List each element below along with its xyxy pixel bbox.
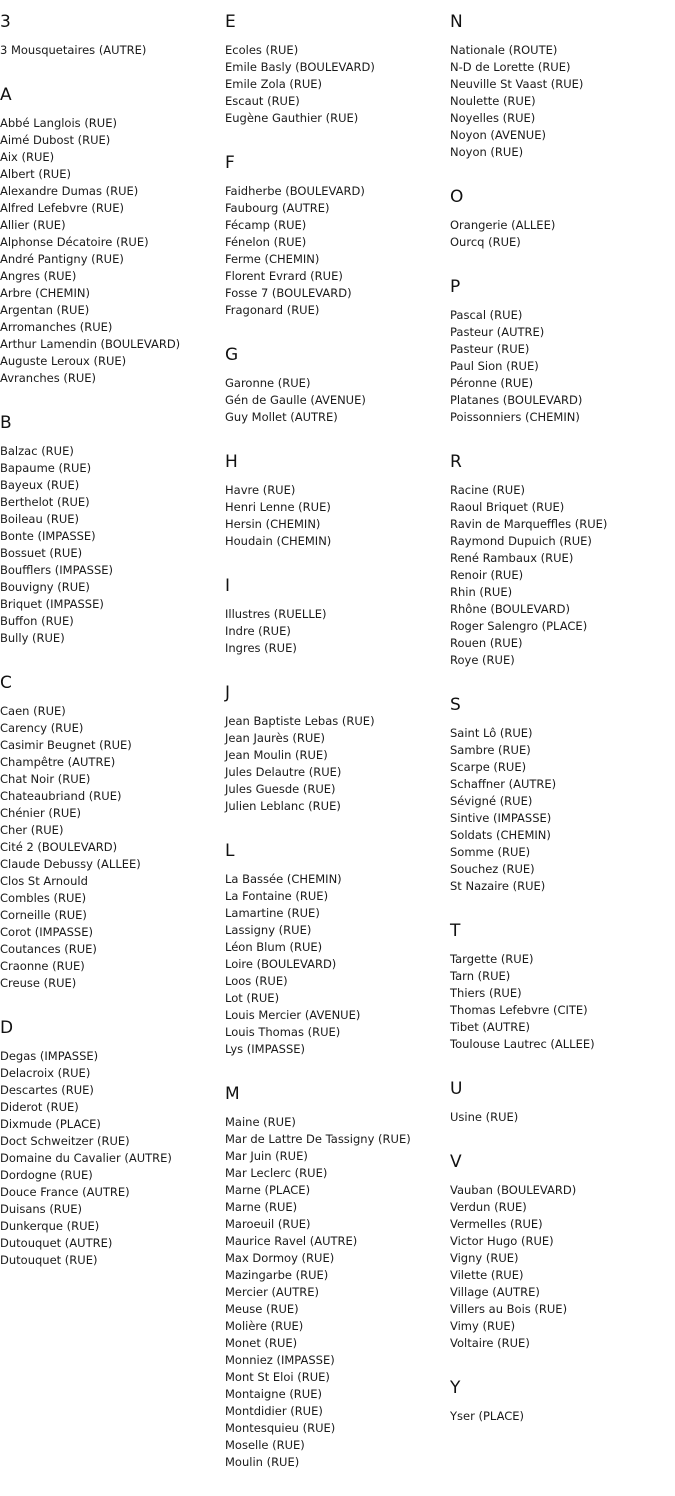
letter-section-3	[0, 11, 180, 59]
letter-section-j	[225, 682, 411, 815]
street-list	[225, 871, 411, 1058]
street-item: Montaigne (RUE)	[225, 1387, 322, 1401]
street-item: Aimé Dubost (RUE)	[0, 133, 111, 147]
street-item: Poissonniers (CHEMIN)	[450, 410, 580, 424]
letter-section-c	[0, 672, 180, 992]
street-item: Vimy (RUE)	[450, 1319, 516, 1333]
street-item: Racine (RUE)	[450, 483, 525, 497]
street-item: Thiers (RUE)	[450, 986, 522, 1000]
street-item: Arthur Lamendin (BOULEVARD)	[0, 337, 181, 351]
street-item: Voltaire (RUE)	[450, 1336, 530, 1350]
street-list	[0, 115, 180, 387]
street-item: Arromanches (RUE)	[0, 320, 113, 334]
street-item: Havre (RUE)	[225, 483, 296, 497]
street-item: Pascal (RUE)	[450, 308, 523, 322]
street-item: Alexandre Dumas (RUE)	[0, 184, 139, 198]
street-item: Schaffner (AUTRE)	[450, 777, 557, 791]
letter-heading: E	[225, 12, 236, 32]
street-item: Argentan (RUE)	[0, 303, 90, 317]
letter-section-t	[450, 920, 607, 1053]
street-item: Vilette (RUE)	[450, 1268, 524, 1282]
street-item: Cher (RUE)	[0, 823, 64, 837]
street-item: Péronne (RUE)	[450, 376, 534, 390]
street-item: Ingres (RUE)	[225, 641, 297, 655]
street-item: Alfred Lefebvre (RUE)	[0, 201, 124, 215]
street-list	[0, 703, 180, 992]
street-item: Claude Debussy (ALLEE)	[0, 857, 141, 871]
letter-section-i	[225, 575, 411, 657]
letter-section-r	[450, 451, 607, 669]
street-item: Combles (RUE)	[0, 891, 87, 905]
letter-section-y	[450, 1377, 607, 1425]
street-list	[450, 482, 607, 669]
letter-heading: O	[450, 187, 464, 207]
street-item: Bouvigny (RUE)	[0, 580, 90, 594]
letter-section-p	[450, 276, 607, 426]
letter-section-h	[225, 451, 411, 550]
street-item: Nationale (ROUTE)	[450, 43, 558, 57]
letter-heading: F	[225, 153, 235, 173]
street-list	[450, 42, 607, 161]
street-item: Villers au Bois (RUE)	[450, 1302, 568, 1316]
street-item: Marne (PLACE)	[225, 1183, 311, 1197]
street-column-2	[225, 11, 411, 1496]
letter-heading: D	[0, 1018, 14, 1038]
street-item: Moselle (RUE)	[225, 1438, 305, 1452]
letter-heading: S	[450, 695, 461, 715]
street-item: St Nazaire (RUE)	[450, 879, 546, 893]
letter-section-s	[450, 694, 607, 895]
street-item: Dutouquet (RUE)	[0, 1253, 98, 1267]
street-item: Bonte (IMPASSE)	[0, 529, 96, 543]
street-item: Champêtre (AUTRE)	[0, 755, 116, 769]
letter-heading: B	[0, 413, 12, 433]
street-item: Sintive (IMPASSE)	[450, 811, 552, 825]
street-item: Moulin (RUE)	[225, 1455, 300, 1469]
street-item: Victor Hugo (RUE)	[450, 1234, 554, 1248]
street-column-3	[450, 11, 607, 1450]
letter-section-v	[450, 1151, 607, 1352]
street-item: Sambre (RUE)	[450, 743, 531, 757]
street-item: Mar Juin (RUE)	[225, 1149, 308, 1163]
street-item: Garonne (RUE)	[225, 376, 311, 390]
street-item: Renoir (RUE)	[450, 568, 524, 582]
street-item: Chateaubriand (RUE)	[0, 789, 122, 803]
street-item: Briquet (IMPASSE)	[0, 597, 104, 611]
street-item: Rhin (RUE)	[450, 585, 513, 599]
street-item: Max Dormoy (RUE)	[225, 1251, 335, 1265]
street-item: Douce France (AUTRE)	[0, 1185, 130, 1199]
street-item: Montesquieu (RUE)	[225, 1421, 336, 1435]
street-item: Soldats (CHEMIN)	[450, 828, 551, 842]
street-list	[450, 217, 607, 251]
street-item: Rhône (BOULEVARD)	[450, 602, 570, 616]
street-item: Molière (RUE)	[225, 1319, 304, 1333]
street-list	[225, 1114, 411, 1471]
street-item: Boileau (RUE)	[0, 512, 80, 526]
street-item: Mercier (AUTRE)	[225, 1285, 319, 1299]
street-item: Fragonard (RUE)	[225, 303, 320, 317]
street-item: Dutouquet (AUTRE)	[0, 1236, 113, 1250]
street-item: Bossuet (RUE)	[0, 546, 83, 560]
letter-heading: L	[225, 841, 235, 861]
letter-section-l	[225, 840, 411, 1058]
street-item: Noyelles (RUE)	[450, 111, 536, 125]
street-item: Bayeux (RUE)	[0, 478, 80, 492]
street-item: Bully (RUE)	[0, 631, 65, 645]
street-list	[0, 42, 180, 59]
letter-section-g	[225, 344, 411, 426]
street-item: Faubourg (AUTRE)	[225, 201, 330, 215]
letter-section-f	[225, 152, 411, 319]
street-item: Angres (RUE)	[0, 269, 77, 283]
street-item: Aix (RUE)	[0, 150, 55, 164]
letter-heading: G	[225, 345, 239, 365]
street-item: Fénelon (RUE)	[225, 235, 307, 249]
street-item: Jean Baptiste Lebas (RUE)	[225, 714, 375, 728]
street-item: Florent Evrard (RUE)	[225, 269, 343, 283]
street-item: N-D de Lorette (RUE)	[450, 60, 571, 74]
street-item: Gén de Gaulle (AVENUE)	[225, 393, 366, 407]
street-item: Cité 2 (BOULEVARD)	[0, 840, 118, 854]
street-item: Jean Moulin (RUE)	[225, 748, 328, 762]
street-item: Chénier (RUE)	[0, 806, 81, 820]
street-item: Loire (BOULEVARD)	[225, 957, 337, 971]
street-item: Fécamp (RUE)	[225, 218, 307, 232]
street-item: Tibet (AUTRE)	[450, 1020, 530, 1034]
letter-heading: C	[0, 673, 12, 693]
letter-section-e	[225, 11, 411, 127]
street-item: 3 Mousquetaires (AUTRE)	[0, 43, 147, 57]
street-item: Maroeuil (RUE)	[225, 1217, 311, 1231]
street-item: Maurice Ravel (AUTRE)	[225, 1234, 358, 1248]
street-item: Pasteur (RUE)	[450, 342, 530, 356]
street-item: Marne (RUE)	[225, 1200, 298, 1214]
street-item: Ravin de Marqueffles (RUE)	[450, 517, 608, 531]
street-item: Carency (RUE)	[0, 721, 84, 735]
street-item: Monet (RUE)	[225, 1336, 298, 1350]
street-item: Descartes (RUE)	[0, 1083, 94, 1097]
street-list	[450, 1182, 607, 1352]
street-item: Duisans (RUE)	[0, 1202, 82, 1216]
street-item: Jean Jaurès (RUE)	[225, 731, 326, 745]
street-item: Chat Noir (RUE)	[0, 772, 91, 786]
street-item: Noulette (RUE)	[450, 94, 536, 108]
street-list	[0, 1048, 180, 1269]
street-item: Emile Basly (BOULEVARD)	[225, 60, 375, 74]
street-item: Loos (RUE)	[225, 974, 288, 988]
street-item: Noyon (RUE)	[450, 145, 524, 159]
street-item: Louis Thomas (RUE)	[225, 1025, 341, 1039]
street-item: Berthelot (RUE)	[0, 495, 90, 509]
letter-section-d	[0, 1017, 180, 1269]
street-item: Abbé Langlois (RUE)	[0, 116, 117, 130]
street-item: Village (AUTRE)	[450, 1285, 540, 1299]
street-item: Yser (PLACE)	[450, 1409, 525, 1423]
street-item: Alphonse Décatoire (RUE)	[0, 235, 149, 249]
street-list	[225, 482, 411, 550]
street-list	[450, 951, 607, 1053]
letter-heading: R	[450, 452, 462, 472]
street-item: Montdidier (RUE)	[225, 1404, 323, 1418]
street-item: Auguste Leroux (RUE)	[0, 354, 127, 368]
street-item: Dunkerque (RUE)	[0, 1219, 100, 1233]
street-item: Guy Mollet (AUTRE)	[225, 410, 338, 424]
letter-heading: N	[450, 12, 463, 32]
letter-section-n	[450, 11, 607, 161]
street-item: Monniez (IMPASSE)	[225, 1353, 335, 1367]
street-item: Diderot (RUE)	[0, 1100, 79, 1114]
street-item: Dordogne (RUE)	[0, 1168, 93, 1182]
street-item: Illustres (RUELLE)	[225, 607, 327, 621]
street-item: Degas (IMPASSE)	[0, 1049, 99, 1063]
street-item: Neuville St Vaast (RUE)	[450, 77, 584, 91]
street-item: Dixmude (PLACE)	[0, 1117, 101, 1131]
letter-heading: I	[225, 576, 231, 596]
street-item: Houdain (CHEMIN)	[225, 534, 332, 548]
street-item: Paul Sion (RUE)	[450, 359, 539, 373]
street-item: Delacroix (RUE)	[0, 1066, 91, 1080]
street-item: Ourcq (RUE)	[450, 235, 521, 249]
letter-heading: J	[225, 683, 231, 703]
street-item: Raymond Dupuich (RUE)	[450, 534, 592, 548]
street-item: Meuse (RUE)	[225, 1302, 299, 1316]
street-item: Mazingarbe (RUE)	[225, 1268, 329, 1282]
letter-heading: T	[450, 921, 461, 941]
letter-section-a	[0, 84, 180, 387]
street-list	[225, 375, 411, 426]
street-item: Orangerie (ALLEE)	[450, 218, 556, 232]
street-item: Albert (RUE)	[0, 167, 71, 181]
street-item: Noyon (AVENUE)	[450, 128, 546, 142]
street-item: Vauban (BOULEVARD)	[450, 1183, 577, 1197]
letter-section-b	[0, 412, 180, 647]
street-list	[0, 443, 180, 647]
street-item: Mar Leclerc (RUE)	[225, 1166, 328, 1180]
street-list	[450, 725, 607, 895]
letter-section-u	[450, 1078, 607, 1126]
street-item: Somme (RUE)	[450, 845, 531, 859]
street-item: Ferme (CHEMIN)	[225, 252, 320, 266]
street-item: André Pantigny (RUE)	[0, 252, 124, 266]
street-item: Lamartine (RUE)	[225, 906, 320, 920]
street-item: Usine (RUE)	[450, 1110, 519, 1124]
street-item: Rouen (RUE)	[450, 636, 523, 650]
street-item: Julien Leblanc (RUE)	[225, 799, 341, 813]
letter-heading: A	[0, 85, 12, 105]
street-list	[225, 42, 411, 127]
letter-heading: P	[450, 277, 461, 297]
street-item: Sévigné (RUE)	[450, 794, 533, 808]
letter-section-o	[450, 186, 607, 251]
street-item: Verdun (RUE)	[450, 1200, 527, 1214]
street-item: Fosse 7 (BOULEVARD)	[225, 286, 352, 300]
street-item: Doct Schweitzer (RUE)	[0, 1134, 130, 1148]
letter-heading: U	[450, 1079, 463, 1099]
letter-section-m	[225, 1083, 411, 1471]
street-item: Caen (RUE)	[0, 704, 66, 718]
street-item: Boufflers (IMPASSE)	[0, 563, 114, 577]
street-column-1	[0, 11, 180, 1294]
street-item: Pasteur (AUTRE)	[450, 325, 545, 339]
street-item: Ecoles (RUE)	[225, 43, 299, 57]
street-list	[225, 606, 411, 657]
street-item: Bapaume (RUE)	[0, 461, 92, 475]
street-item: Roger Salengro (PLACE)	[450, 619, 588, 633]
street-list	[450, 1408, 607, 1425]
street-item: Toulouse Lautrec (ALLEE)	[450, 1037, 595, 1051]
street-item: Clos St Arnould	[0, 874, 88, 888]
street-item: La Bassée (CHEMIN)	[225, 872, 342, 886]
street-item: Corot (IMPASSE)	[0, 925, 93, 939]
street-item: Raoul Briquet (RUE)	[450, 500, 565, 514]
letter-heading: 3	[0, 12, 11, 32]
street-item: Léon Blum (RUE)	[225, 940, 323, 954]
street-item: Louis Mercier (AVENUE)	[225, 1008, 361, 1022]
street-item: Coutances (RUE)	[0, 942, 97, 956]
street-item: Avranches (RUE)	[0, 371, 97, 385]
street-item: Domaine du Cavalier (AUTRE)	[0, 1151, 172, 1165]
street-item: Thomas Lefebvre (CITE)	[450, 1003, 588, 1017]
street-item: Emile Zola (RUE)	[225, 77, 323, 91]
street-item: Scarpe (RUE)	[450, 760, 527, 774]
letter-heading: Y	[450, 1378, 461, 1398]
street-item: Faidherbe (BOULEVARD)	[225, 184, 365, 198]
street-item: Vigny (RUE)	[450, 1251, 519, 1265]
street-item: Hersin (CHEMIN)	[225, 517, 321, 531]
street-item: Craonne (RUE)	[0, 959, 85, 973]
street-list	[225, 713, 411, 815]
street-list	[450, 1109, 607, 1126]
letter-heading: V	[450, 1152, 462, 1172]
street-item: Henri Lenne (RUE)	[225, 500, 331, 514]
street-item: Indre (RUE)	[225, 624, 291, 638]
street-item: Corneille (RUE)	[0, 908, 87, 922]
street-list	[225, 183, 411, 319]
street-item: Balzac (RUE)	[0, 444, 74, 458]
street-item: Jules Guesde (RUE)	[225, 782, 336, 796]
street-item: Lys (IMPASSE)	[225, 1042, 306, 1056]
street-item: Buffon (RUE)	[0, 614, 74, 628]
street-item: Maine (RUE)	[225, 1115, 296, 1129]
street-item: La Fontaine (RUE)	[225, 889, 329, 903]
street-item: Saint Lô (RUE)	[450, 726, 533, 740]
street-item: Souchez (RUE)	[450, 862, 535, 876]
street-item: Lot (RUE)	[225, 991, 280, 1005]
street-item: Platanes (BOULEVARD)	[450, 393, 583, 407]
street-item: Roye (RUE)	[450, 653, 515, 667]
letter-heading: H	[225, 452, 238, 472]
street-item: Eugène Gauthier (RUE)	[225, 111, 359, 125]
street-item: Escaut (RUE)	[225, 94, 300, 108]
street-item: Allier (RUE)	[0, 218, 66, 232]
street-item: Arbre (CHEMIN)	[0, 286, 90, 300]
street-item: Mar de Lattre De Tassigny (RUE)	[225, 1132, 411, 1146]
street-item: Mont St Eloi (RUE)	[225, 1370, 330, 1384]
street-item: Creuse (RUE)	[0, 976, 77, 990]
street-item: Targette (RUE)	[450, 952, 534, 966]
street-item: Lassigny (RUE)	[225, 923, 312, 937]
street-item: Tarn (RUE)	[450, 969, 511, 983]
letter-heading: M	[225, 1084, 240, 1104]
street-item: Jules Delautre (RUE)	[225, 765, 342, 779]
street-item: Vermelles (RUE)	[450, 1217, 543, 1231]
street-list	[450, 307, 607, 426]
street-item: Casimir Beugnet (RUE)	[0, 738, 132, 752]
street-item: René Rambaux (RUE)	[450, 551, 574, 565]
